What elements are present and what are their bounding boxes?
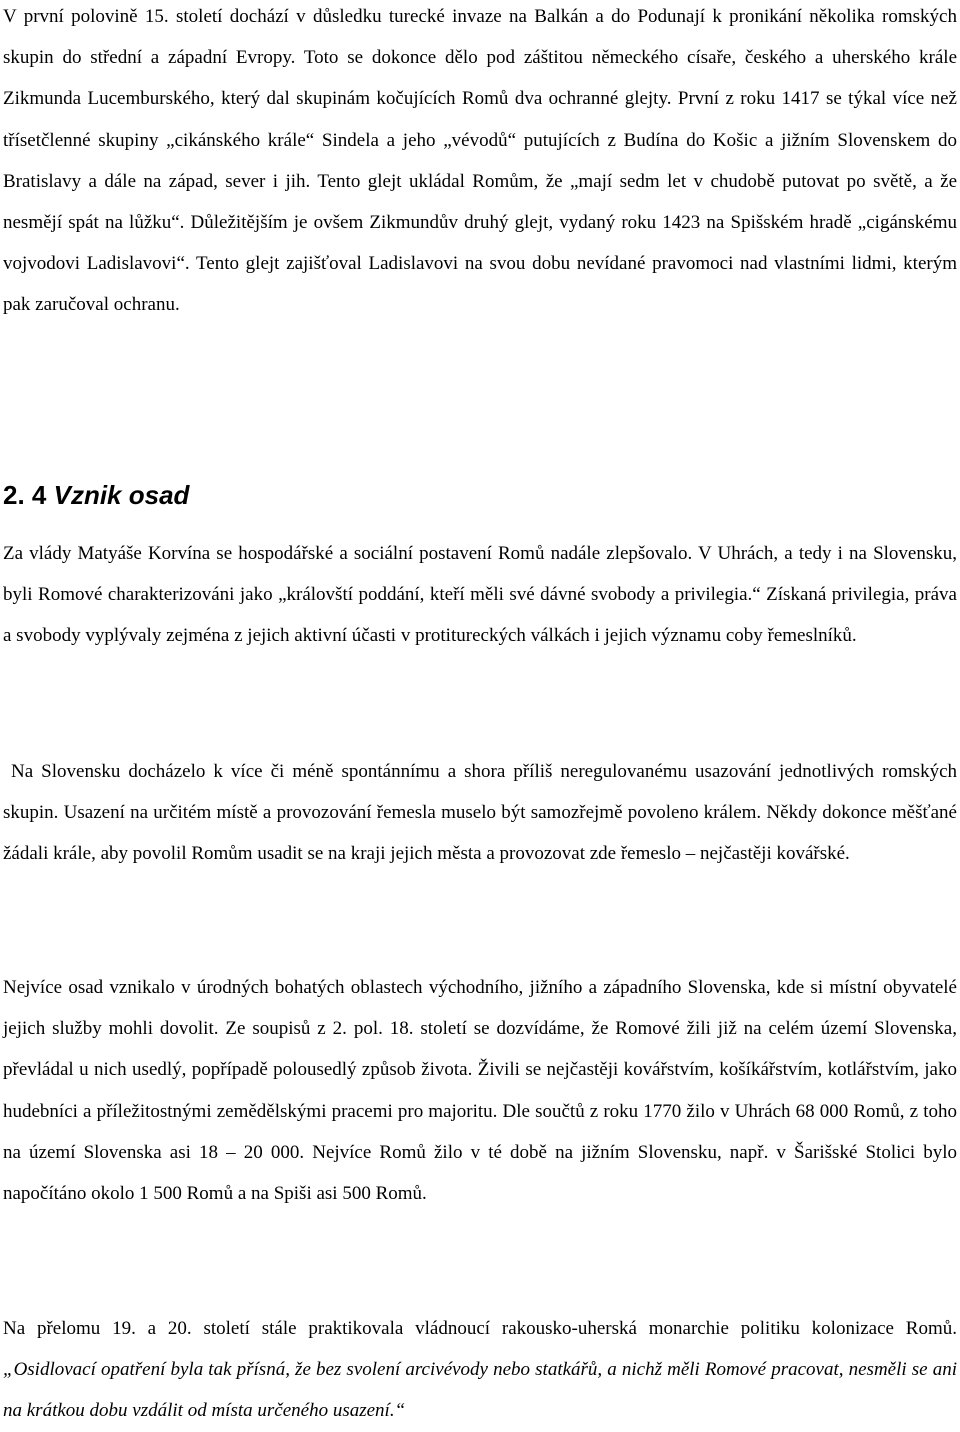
paragraph-text — [3, 1308, 957, 1432]
section-title: Vznik osad — [53, 480, 190, 510]
paragraph-text: Na Slovensku docházelo k více či méně spontánnímu a shora příliš neregulovanému usazování jednotlivých romských skupin. Usazení na určitém místě a provozování řemesla muselo být samozřejmě povoleno králem. Někdy dokonce měšťané žádali krále, aby povolil Romům usadit se na kraji jejich města a provozovat zde řemeslo – nejčastěji kovářské. — [3, 761, 957, 865]
section-heading — [3, 476, 189, 514]
quote-text: „Osidlovací opatření byla tak přísná, že bez svolení arcivévody nebo statkářů, a nichž měli Romové pracovat, nesměli se ani na krátkou dobu vzdálit od místa určeného usazení.“ — [3, 1359, 957, 1422]
paragraph-osady — [3, 967, 957, 1214]
paragraph-zikmund-glejty — [3, 0, 957, 326]
paragraph-kolonizace — [3, 1308, 957, 1432]
paragraph-text: V první polovině 15. století dochází v důsledku turecké invaze na Balkán a do Podunají k pronikání několika romských skupin do střední a západní Evropy. Toto se dokonce dělo pod záštitou německého císaře, českého a uherského krále Zikmunda Lucemburského, který dal skupinám kočujících Romů dva ochranné glejty. První z roku 1417 se týkal více než třísetčlenné skupiny „cikánského krále“ Sindela a jeho „vévodů“ putujících z Budína do Košic a jižním Slovenskem do Bratislavy a dále na západ, sever i jih. Tento glejt ukládal Romům, že „mají sedm let v chudobě putovat po světě, a že nesmějí spát na lůžku“. Důležitějším je ovšem Zikmundův druhý glejt, vydaný roku 1423 na Spišském hradě „cigánskému vojvodovi Ladislavovi“. Tento glejt zajišťoval Ladislavovi na svou dobu nevídané pravomoci nad vlastními lidmi, kterým pak zaručoval ochranu. — [3, 6, 957, 316]
paragraph-matyas-korvin — [3, 533, 957, 657]
paragraph-usazovani — [3, 751, 957, 875]
paragraph-text-plain: Na přelomu 19. a 20. století stále praktikovala vládnoucí rakousko-uherská monarchie politiku kolonizace Romů. — [3, 1318, 957, 1339]
paragraph-text: Nejvíce osad vznikalo v úrodných bohatých oblastech východního, jižního a západního Slovenska, kde si místní obyvatelé jejich služby mohli dovolit. Ze soupisů z 2. pol. 18. století se dozvídáme, že Romové žili již na celém území Slovenska, převládal u nich usedlý, popřípadě polousedlý způsob života. Živili se nejčastěji kovářstvím, košíkářstvím, kotlářstvím, jako hudebníci a příležitostnými zemědělskými pracemi pro majoritu. Dle součtů z roku 1770 žilo v Uhrách 68 000 Romů, z toho na území Slovenska asi 18 – 20 000. Nejvíce Romů žilo v té době na jižním Slovensku, např. v Šarišské Stolici bylo napočítáno okolo 1 500 Romů a na Spiši asi 500 Romů. — [3, 977, 957, 1205]
section-number: 2. 4 — [3, 480, 47, 510]
paragraph-text: Za vlády Matyáše Korvína se hospodářské a sociální postavení Romů nadále zlepšovalo. V Uhrách, a tedy i na Slovensku, byli Romové charakterizováni jako „královští poddání, kteří měli své dávné svobody a privilegia.“ Získaná privilegia, práva a svobody vyplývaly zejména z jejich aktivní účasti v protitureckých válkách i jejich významu coby řemeslníků. — [3, 543, 957, 647]
